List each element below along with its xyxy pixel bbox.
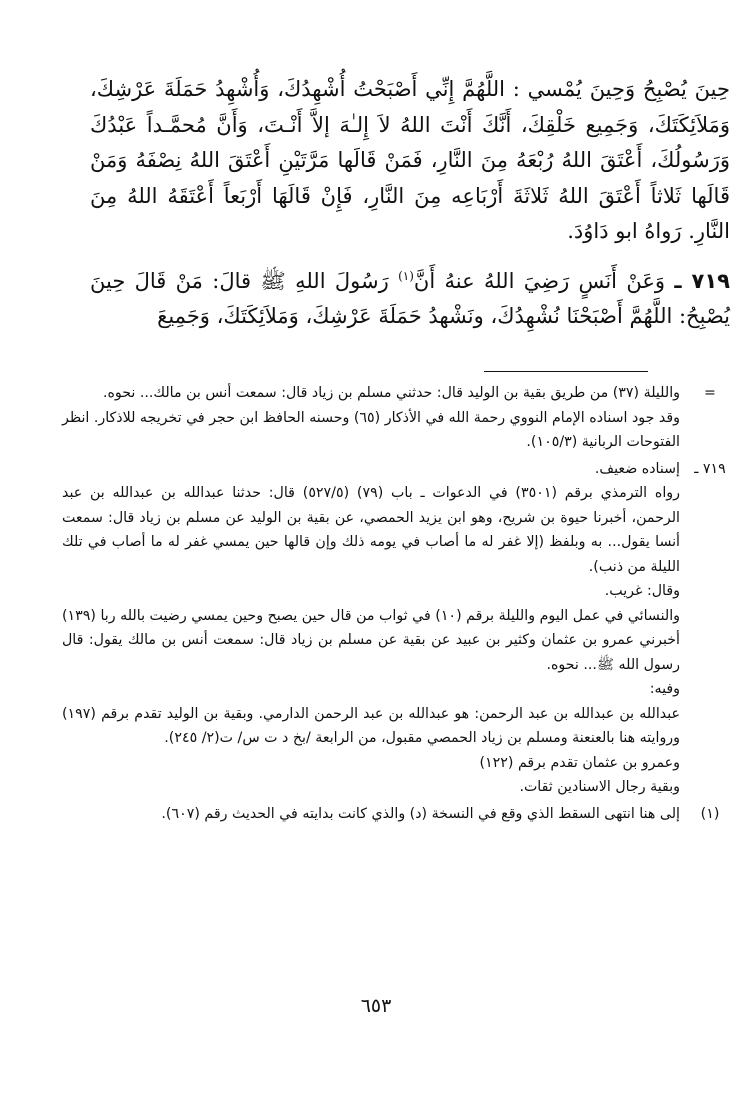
hadith-719-text-a: وَعَنْ أَنَسٍ رَضِيَ اللهُ عنهُ أَنَّ xyxy=(413,268,666,293)
footnote-marker: = xyxy=(704,385,716,401)
main-text xyxy=(90,72,730,335)
footnote-line: وقد جود اسناده الإمام النووي رحمة الله في الأذكار (٦٥) وحسنه الحافظ ابن حجر في تخريجه للاذكار. انظر الفتوحات الربانية (١٠٥/٣). xyxy=(62,409,680,450)
page-number: ٦٥٣ xyxy=(360,995,392,1017)
hadith-719 xyxy=(90,264,730,335)
footnote-1 xyxy=(62,802,734,827)
footnote-719 xyxy=(62,457,734,800)
footnote-line: وبقية رجال الاسنادين ثقات. xyxy=(519,779,680,795)
footnote-continued xyxy=(62,381,734,455)
footnote-marker: (١) xyxy=(700,805,720,822)
footnote-line: عبدالله بن عبدالله بن عبد الرحمن: هو عبدالله بن عبد الرحمن الدارمي. وبقية بن الوليد تقدم برقم (١٩٧) وروايته هنا بالعنعنة ومسلم بن زياد الحمصي مقبول، من الرابعة /بخ د ت س/ ت(٢/ ٢٤٥). xyxy=(62,705,680,746)
footnote-line: إلى هنا انتهى السقط الذي وقع في النسخة (د) والذي كانت بدايته في الحديث رقم (٦٠٧). xyxy=(161,805,680,822)
footnote-marker: ٧١٩ ـ xyxy=(694,460,726,477)
footnote-line: إسناده ضعيف. xyxy=(594,460,680,477)
footnote-line: رواه الترمذي برقم (٣٥٠١) في الدعوات ـ باب (٧٩) (٥٢٧/٥) قال: حدثنا عبدالله بن عبدالله بن عبد الرحمن، أخبرنا حيوة بن شريح، وهو ابن يزيد الحمصي، عن بقية بن الوليد عن مسلم بن زياد قال: سمعت أنسا يقول... به وبلفظ (إلا غفر له ما أصاب في يومه ذلك وإن قالها حين يمسي غفر له ما أصاب في تلك الليلة من ذنب). xyxy=(62,485,680,575)
hadith-719-text-b: رَسُولَ اللهِ ﷺ قالَ: مَنْ قَالَ حِينَ يُصْبِحُ: اللَّهُمَّ أَصْبَحْنَا نُشْهِدُكَ، ونَشْهدُ حَمَلَةَ عَرْشِكَ، وَمَلاَئِكَتَكَ، وَجَمِيعَ xyxy=(90,268,730,328)
footnote-line: وفيه: xyxy=(649,681,680,697)
footnote-line: والليلة (٣٧) من طريق بقية بن الوليد قال: حدثني مسلم بن زياد قال: سمعت أنس بن مالك... نحوه. xyxy=(102,385,680,401)
hadith-number: ٧١٩ ـ xyxy=(674,268,730,293)
hadith-718-continuation: حِينَ يُصْبِحُ وَحِينَ يُمْسي : اللَّهُمَّ إِنِّي أَصْبَحْتُ أُشْهِدُكَ، وَأُشْهِدُ حَمَلَةَ عَرْشِكَ، وَمَلاَئِكَتَكَ، وَجَمِيع خَلْقِكَ، أَنَّكَ أَنْتَ اللهُ لاَ إِلـٰهَ إلاَّ أَنْـتَ، وَأَنَّ مُحمَّـداً عَبْدُكَ وَرَسُولُكَ، أَعْتَقَ اللهُ رُبْعَهُ مِنَ النَّارِ، فَمَنْ قَالَها مَرَّتَيْنِ أَعْتَقَ اللهُ نِصْفَهُ وَمَنْ قَالَها ثَلاثاً أَعْتَقَ اللهُ ثَلاثَةَ أَرْبَاعِه مِنَ النَّارِ، فَإِنْ قَالَهَا أَرْبَعاً أَعْتَقَهُ اللهُ مِنَ النَّارِ. رَواهُ ابو دَاوُدَ. xyxy=(90,77,730,243)
footnote-divider xyxy=(484,371,648,372)
footnote-ref-1: (١) xyxy=(398,268,414,283)
footnotes xyxy=(62,381,734,826)
footnote-line: والنسائي في عمل اليوم والليلة برقم (١٠) في ثواب من قال حين يصبح وحين يمسي رضيت بالله ربا (١٣٩) أخبرني عمرو بن عثمان وكثير بن عبيد عن بقية عن مسلم بن زياد قال: سمعت أنس بن مالك يقول: قال رسول الله ﷺ... نحوه. xyxy=(62,607,680,673)
footnote-line: وعمرو بن عثمان تقدم برقم (١٢٢) xyxy=(479,754,680,771)
footnote-line: وقال: غريب. xyxy=(604,583,680,599)
